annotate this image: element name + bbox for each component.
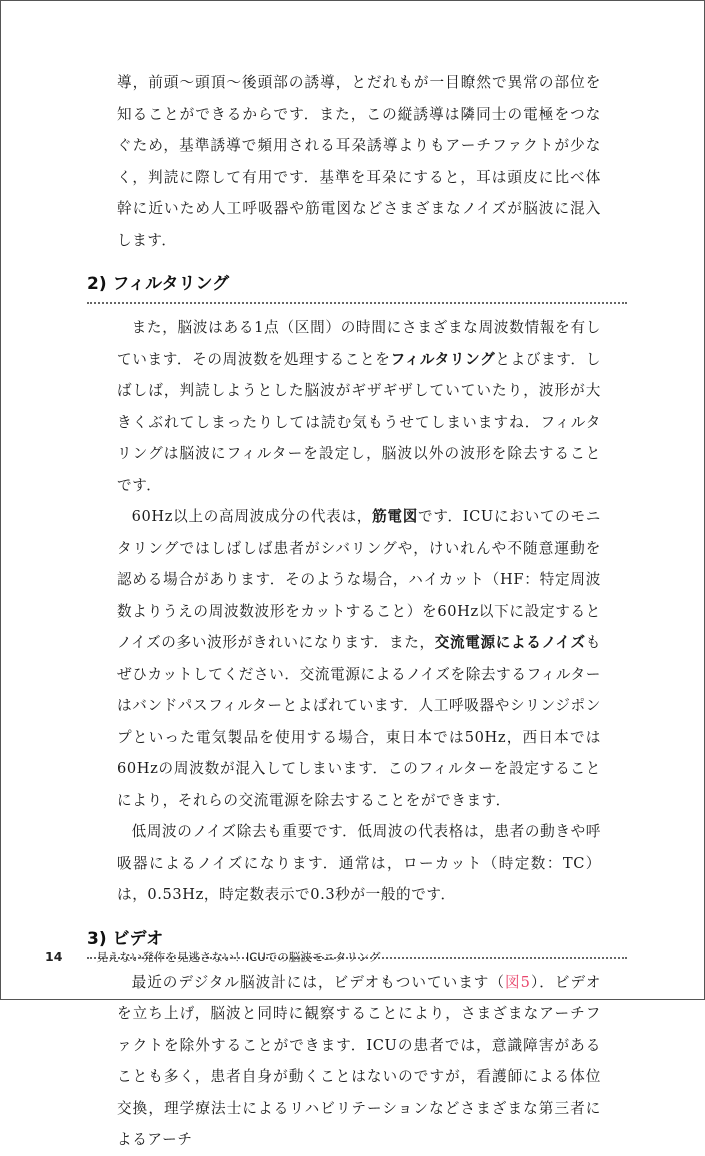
page-footer [45, 949, 381, 965]
text-run: です．ICUにおいてのモニタリングではしばしば患者がシバリングや，けいれんや不随意運動を認める場合があります．そのような場合，ハイカット（HF：特定周波数よりうえの周波数波形をカットすること）を60Hz以下に設定するとノイズの多い波形がきれいになります．また， [117, 508, 601, 651]
text-run: また，脳波はある1点（区間）の時間にさまざまな周波数情報を有しています．その周波数を処理することを [117, 319, 601, 368]
figure-reference-link[interactable]: 図5 [505, 973, 531, 991]
page-content [87, 67, 601, 1156]
running-title: 見えない発作を見逃さない！ICUでの脳波モニタリング [96, 950, 381, 964]
text-run: 最近のデジタル脳波計には，ビデオもついています（ [131, 973, 506, 991]
paragraph-filtering-3: 低周波のノイズ除去も重要です．低周波の代表格は，患者の動きや呼吸器によるノイズになります．通常は，ローカット（時定数：TC）は，0.53Hz，時定数表示で0.3秒が一般的です． [117, 823, 601, 903]
paragraph-filtering-1 [117, 312, 601, 501]
paragraph-intro-continued: 導，前頭〜頭頂〜後頭部の誘導，とだれもが一目瞭然で異常の部位を知ることができるからです．また，この縦誘導は隣同士の電極をつなぐため，基準誘導で頻用される耳朶誘導よりもアーチファクトが少なく，判読に際して有用です．基準を耳朶にすると，耳は頭皮に比べ体幹に近いため人工呼吸器や筋電図などさまざまなノイズが脳波に混入します． [117, 74, 601, 249]
bold-term-ac-noise: 交流電源によるノイズ [434, 634, 586, 651]
paragraph-video-1 [117, 967, 601, 1156]
text-run: もぜひカットしてください．交流電源によるノイズを除去するフィルターはバンドパスフィルターとよばれています．人工呼吸器やシリンジポンプといった電気製品を使用する場合，東日本では50Hz，西日本では60Hzの周波数が混入してしまいます．このフィルターを設定することにより，それらの交流電源を除去することをができます． [117, 634, 601, 809]
text-run: 60Hz以上の高周波成分の代表は， [131, 508, 373, 525]
section-heading-filtering: 2) フィルタリング [87, 270, 627, 304]
bold-term-filtering: フィルタリング [390, 350, 496, 368]
paragraph-filtering-2 [117, 501, 601, 816]
section-heading-video: 3) ビデオ [87, 925, 627, 959]
page-number: 14 [45, 949, 63, 964]
text-run: ）．ビデオを立ち上げ，脳波と同時に観察することにより，さまざまなアーチファクトを除外することができます．ICUの患者では，意識障害があることも多く，患者自身が動くことはないのですが，看護師による体位交換，理学療法士によるリハビリテーションなどさまざまな第三者によるアーチ [117, 973, 601, 1148]
bold-term-emg: 筋電図 [372, 508, 419, 525]
text-run: とよびます．しばしば，判読しようとした脳波がギザギザしていていたり，波形が大きくぶれてしまったりしては読む気もうせてしまいますね．フィルタリングは脳波にフィルターを設定し，脳波以外の波形を除去することです． [117, 350, 601, 494]
